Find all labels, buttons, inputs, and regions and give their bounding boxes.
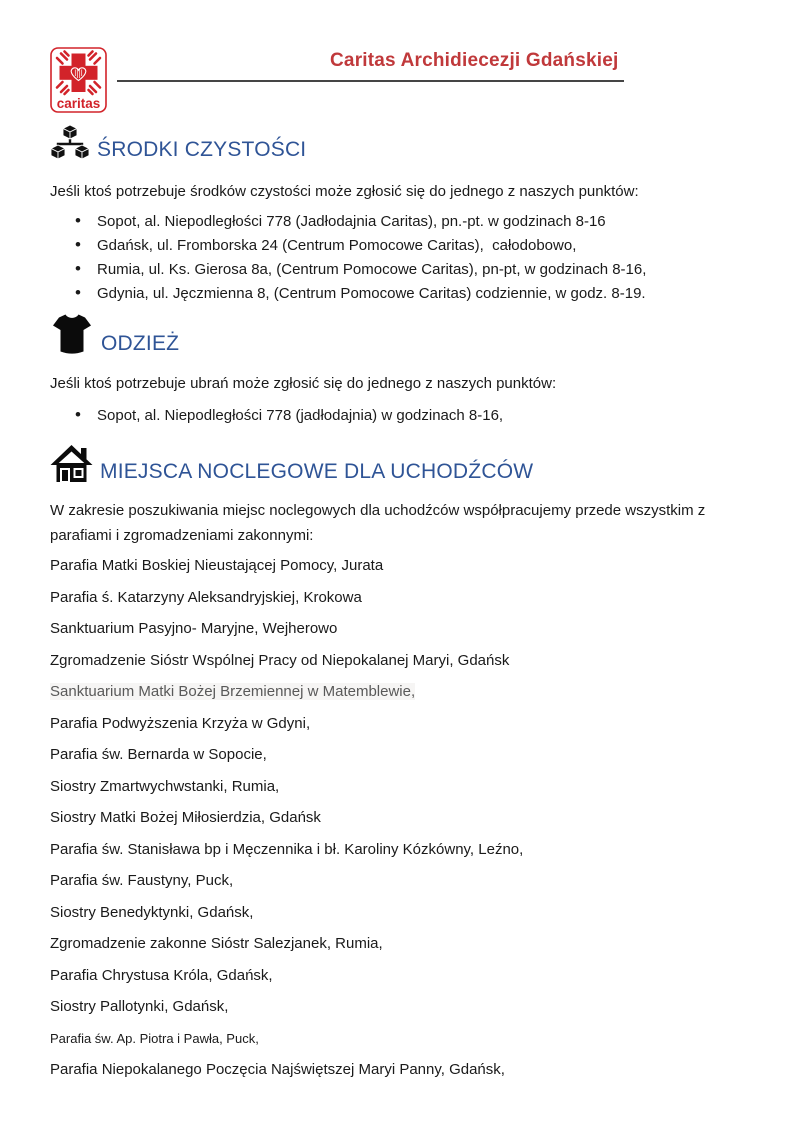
list-item: • Rumia, ul. Ks. Gierosa 8a, (Centrum Pomocowe Caritas), pn-pt, w godzinach 8-16, (75, 261, 740, 278)
section-intro: Jeśli ktoś potrzebuje środków czystości może zgłosić się do jednego z naszych punktów: (50, 183, 639, 200)
list-item: Parafia ś. Katarzyny Aleksandryjskiej, Krokowa (50, 588, 362, 606)
list-item: Parafia św. Ap. Piotra i Pawła, Puck, (50, 1030, 259, 1046)
list-item: Parafia Chrystusa Króla, Gdańsk, (50, 966, 273, 984)
clothing-points-list (50, 407, 740, 424)
list-item: Parafia Podwyższenia Krzyża w Gdyni, (50, 714, 311, 732)
list-item: Siostry Pallotynki, Gdańsk, (50, 998, 229, 1015)
list-item: Siostry Matki Bożej Miłosierdzia, Gdańsk (50, 809, 321, 826)
list-item: Parafia św. Bernarda w Sopocie, (50, 746, 267, 763)
section-miejsca-noclegowe (50, 444, 740, 484)
list-item: • Gdańsk, ul. Fromborska 24 (Centrum Pomocowe Caritas), całodobowo, (75, 237, 740, 254)
section-srodki-czystosci (50, 122, 740, 162)
list-item: • Sopot, al. Niepodległości 778 (Jadłodajnia Caritas), pn.-pt. w godzinach 8-16 (75, 213, 740, 230)
list-item: Sanktuarium Matki Bożej Brzemiennej w Matemblewie, (50, 683, 416, 700)
section-intro: W zakresie poszukiwania miejsc noclegowych dla uchodźców współpracujemy przede wszystkim z parafiami i zgromadzeniami zakonnymi: (50, 502, 706, 544)
list-item: Parafia Matki Boskiej Nieustającej Pomocy, Jurata (50, 557, 384, 574)
page-header (0, 0, 800, 122)
section-heading: ŚRODKI CZYSTOŚCI (97, 137, 307, 161)
parish-list (50, 557, 740, 1080)
list-item: Parafia św. Faustyny, Puck, (50, 872, 234, 889)
page-title: Caritas Archidiecezji Gdańskiej (330, 50, 619, 71)
section-odziez (50, 312, 740, 356)
section-intro: Jeśli ktoś potrzebuje ubrań może zgłosić się do jednego z naszych punktów: (50, 375, 557, 392)
cubes-icon (50, 122, 90, 162)
list-item: Siostry Zmartwychwstanki, Rumia, (50, 777, 280, 795)
cleaning-supplies-points-list (50, 213, 740, 302)
list-item: • Sopot, al. Niepodległości 778 (jadłodajnia) w godzinach 8-16, (75, 407, 740, 424)
list-item: Zgromadzenie Sióstr Wspólnej Pracy od Niepokalanej Maryi, Gdańsk (50, 651, 510, 669)
list-item: Zgromadzenie zakonne Sióstr Salezjanek, Rumia, (50, 935, 383, 952)
list-item: • Gdynia, ul. Jęczmienna 8, (Centrum Pomocowe Caritas) codziennie, w godz. 8-19. (75, 285, 740, 302)
section-heading: MIEJSCA NOCLEGOWE DLA UCHODŹCÓW (100, 459, 534, 483)
logo-wordmark: caritas (56, 96, 101, 111)
section-heading: ODZIEŻ (101, 331, 180, 355)
list-item: Parafia św. Stanisława bp i Męczennika i bł. Karoliny Kózkówny, Leźno, (50, 840, 524, 858)
house-icon (50, 444, 93, 484)
caritas-logo-icon (50, 47, 107, 113)
tshirt-icon (50, 312, 94, 356)
list-item: Sanktuarium Pasyjno- Maryjne, Wejherowo (50, 620, 338, 637)
list-item: Siostry Benedyktynki, Gdańsk, (50, 903, 254, 921)
header-divider (117, 80, 624, 82)
list-item: Parafia Niepokalanego Poczęcia Najświętszej Maryi Panny, Gdańsk, (50, 1061, 505, 1078)
